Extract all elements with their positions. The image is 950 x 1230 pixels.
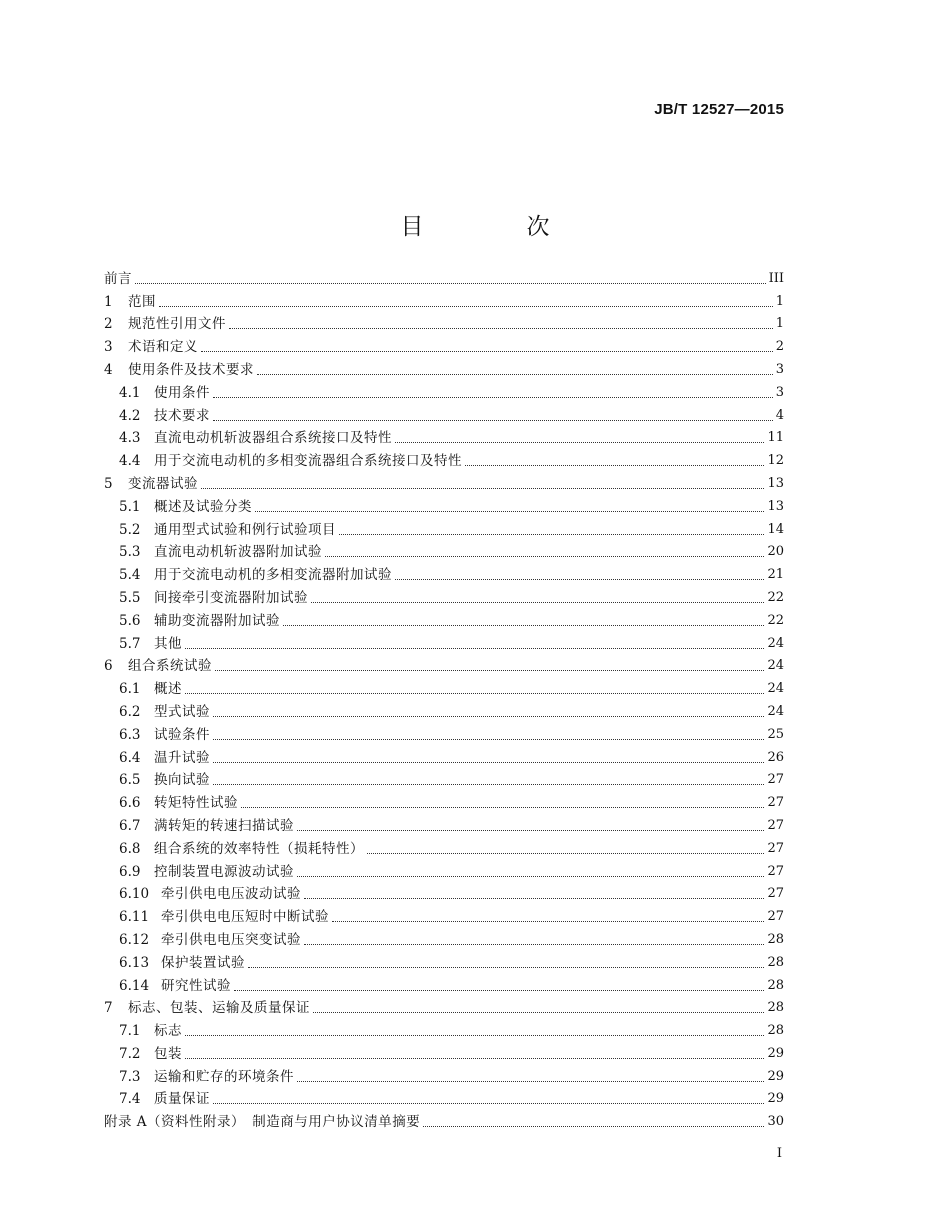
toc-entry-number: 6.9 <box>119 863 141 880</box>
page-number: I <box>776 1146 782 1161</box>
toc-entry[interactable] <box>104 720 784 743</box>
toc-entry[interactable] <box>104 310 784 333</box>
toc-entry-title: 直流电动机斩波器附加试验 <box>154 544 322 561</box>
toc-leader-dots <box>325 556 764 557</box>
toc-entry[interactable] <box>104 538 784 561</box>
toc-entry-page: 24 <box>767 703 784 719</box>
toc-entry[interactable] <box>104 971 784 994</box>
toc-entry-number: 6.13 <box>119 954 150 971</box>
toc-entry-page: III <box>768 270 784 286</box>
toc-entry-page: 28 <box>767 977 784 993</box>
toc-entry-title: 换向试验 <box>154 772 210 789</box>
toc-entry-number: 6.5 <box>119 772 141 789</box>
toc-leader-dots <box>395 442 764 443</box>
toc-entry-number: 1 <box>104 293 113 310</box>
toc-entry-page: 1 <box>775 316 784 332</box>
toc-entry-page: 3 <box>775 361 784 377</box>
toc-leader-dots <box>185 648 764 649</box>
toc-leader-dots <box>339 534 764 535</box>
toc-entry-title: 用于交流电动机的多相变流器附加试验 <box>154 567 392 584</box>
toc-entry-title: 转矩特性试验 <box>154 795 238 812</box>
toc-entry[interactable] <box>104 355 784 378</box>
toc-entry[interactable] <box>104 469 784 492</box>
toc-leader-dots <box>201 488 764 489</box>
toc-leader-dots <box>159 306 773 307</box>
toc-leader-dots <box>229 328 773 329</box>
toc-entry-number: 4.2 <box>119 407 141 424</box>
toc-entry-page: 28 <box>767 954 784 970</box>
toc-entry-number: 3 <box>104 339 113 356</box>
toc-entry[interactable] <box>104 834 784 857</box>
toc-leader-dots <box>213 420 773 421</box>
toc-entry-title: 用于交流电动机的多相变流器组合系统接口及特性 <box>154 453 462 470</box>
toc-entry[interactable] <box>104 880 784 903</box>
toc-entry-page: 27 <box>767 909 784 925</box>
toc-entry-page: 29 <box>767 1068 784 1084</box>
toc-entry[interactable] <box>104 378 784 401</box>
toc-entry[interactable] <box>104 401 784 424</box>
toc-entry-title: 保护装置试验 <box>161 954 245 971</box>
toc-entry-page: 11 <box>767 430 784 446</box>
toc-entry-title: 辅助变流器附加试验 <box>154 612 280 629</box>
toc-entry[interactable] <box>104 1016 784 1039</box>
toc-leader-dots <box>313 1012 764 1013</box>
toc-entry-title: 牵引供电电压波动试验 <box>161 886 301 903</box>
toc-entry-page: 1 <box>775 293 784 309</box>
toc-entry[interactable] <box>104 560 784 583</box>
toc-entry-title: 组合系统试验 <box>128 658 212 675</box>
toc-leader-dots <box>213 716 764 717</box>
toc-leader-dots <box>465 465 764 466</box>
toc-entry[interactable] <box>104 332 784 355</box>
toc-entry-number: 5.7 <box>119 635 141 652</box>
toc-entry-page: 26 <box>767 749 784 765</box>
toc-entry-page: 24 <box>767 635 784 651</box>
toc-entry-number: 6.12 <box>119 931 150 948</box>
toc-entry-page: 22 <box>767 589 784 605</box>
toc-entry-page: 14 <box>767 521 784 537</box>
toc-entry-page: 27 <box>767 840 784 856</box>
toc-leader-dots <box>213 1103 764 1104</box>
toc-entry-title: 控制装置电源波动试验 <box>154 863 294 880</box>
toc-entry-number: 5.6 <box>119 612 141 629</box>
toc-entry-title: 组合系统的效率特性（损耗特性） <box>154 840 364 857</box>
toc-entry-title: 通用型式试验和例行试验项目 <box>154 521 336 538</box>
toc-entry-title: 标志 <box>154 1023 182 1040</box>
toc-entry-page: 25 <box>767 726 784 742</box>
toc-leader-dots <box>297 1081 764 1082</box>
toc-entry-number: 6.11 <box>119 909 150 926</box>
toc-entry[interactable] <box>104 264 784 287</box>
toc-entry-page: 27 <box>767 863 784 879</box>
toc-leader-dots <box>311 602 764 603</box>
toc-entry[interactable] <box>104 629 784 652</box>
toc-leader-dots <box>215 670 764 671</box>
toc-entry[interactable] <box>104 811 784 834</box>
toc-entry[interactable] <box>104 1062 784 1085</box>
toc-entry-title: 质量保证 <box>154 1091 210 1108</box>
toc-leader-dots <box>283 625 764 626</box>
toc-entry-title: 概述及试验分类 <box>154 498 252 515</box>
toc-entry-page: 24 <box>767 658 784 674</box>
toc-entry-number: 5.1 <box>119 498 141 515</box>
toc-entry-number: 4.1 <box>119 384 141 401</box>
table-of-contents <box>104 264 784 1130</box>
toc-entry-number: 6.4 <box>119 749 141 766</box>
toc-entry[interactable] <box>104 583 784 606</box>
toc-entry-title: 温升试验 <box>154 749 210 766</box>
toc-leader-dots <box>304 898 764 899</box>
toc-entry[interactable] <box>104 948 784 971</box>
toc-entry-title: 型式试验 <box>154 703 210 720</box>
toc-entry-number: 5.3 <box>119 544 141 561</box>
toc-entry[interactable] <box>104 857 784 880</box>
toc-entry-page: 21 <box>767 567 784 583</box>
toc-entry-title: 范围 <box>128 293 156 310</box>
toc-entry-page: 29 <box>767 1091 784 1107</box>
toc-entry-number: 7.4 <box>119 1091 141 1108</box>
toc-entry-title: 前言 <box>104 270 132 287</box>
toc-leader-dots <box>423 1126 764 1127</box>
toc-entry-number: 5 <box>104 475 113 492</box>
toc-entry-page: 27 <box>767 817 784 833</box>
toc-entry-number: 7.2 <box>119 1045 141 1062</box>
toc-entry-title: 牵引供电电压短时中断试验 <box>161 909 329 926</box>
toc-entry-title: 牵引供电电压突变试验 <box>161 931 301 948</box>
toc-entry-title: 技术要求 <box>154 407 210 424</box>
toc-entry-page: 28 <box>767 1023 784 1039</box>
toc-leader-dots <box>213 739 764 740</box>
toc-leader-dots <box>234 990 764 991</box>
toc-leader-dots <box>297 830 764 831</box>
toc-entry-number: 6.3 <box>119 726 141 743</box>
toc-entry-number: 7.3 <box>119 1068 141 1085</box>
toc-entry-page: 13 <box>767 475 784 491</box>
toc-entry-page: 22 <box>767 612 784 628</box>
toc-entry-number: 5.2 <box>119 521 141 538</box>
toc-entry-title: 研究性试验 <box>161 977 231 994</box>
toc-entry[interactable] <box>104 994 784 1017</box>
toc-entry-page: 2 <box>775 339 784 355</box>
toc-entry[interactable] <box>104 606 784 629</box>
toc-entry[interactable] <box>104 674 784 697</box>
toc-entry[interactable] <box>104 743 784 766</box>
toc-entry-page: 27 <box>767 795 784 811</box>
toc-entry-title: 使用条件 <box>154 384 210 401</box>
toc-entry-number: 5.5 <box>119 589 141 606</box>
toc-entry-title: 直流电动机斩波器组合系统接口及特性 <box>154 430 392 447</box>
toc-entry-title: 标志、包装、运输及质量保证 <box>128 1000 310 1017</box>
toc-leader-dots <box>395 579 764 580</box>
page-title: 目 次 <box>400 214 590 241</box>
toc-entry-title: 概述 <box>154 681 182 698</box>
toc-entry[interactable] <box>104 902 784 925</box>
toc-entry-page: 12 <box>767 453 784 469</box>
toc-entry-number: 6 <box>104 658 113 675</box>
toc-entry[interactable] <box>104 925 784 948</box>
toc-entry-number: 6.10 <box>119 886 150 903</box>
toc-entry[interactable] <box>104 652 784 675</box>
toc-leader-dots <box>135 283 766 284</box>
toc-entry-number: 4.3 <box>119 430 141 447</box>
toc-entry-page: 28 <box>767 931 784 947</box>
toc-leader-dots <box>255 511 764 512</box>
toc-entry[interactable] <box>104 424 784 447</box>
toc-entry-number: 6.6 <box>119 795 141 812</box>
toc-leader-dots <box>213 397 773 398</box>
toc-entry-page: 27 <box>767 886 784 902</box>
toc-entry-page: 24 <box>767 681 784 697</box>
toc-leader-dots <box>248 967 764 968</box>
toc-entry-page: 29 <box>767 1045 784 1061</box>
toc-entry-number: 6.7 <box>119 817 141 834</box>
toc-leader-dots <box>185 1058 764 1059</box>
toc-entry-page: 20 <box>767 544 784 560</box>
toc-leader-dots <box>185 693 764 694</box>
toc-entry-title: 其他 <box>154 635 182 652</box>
toc-entry-page: 4 <box>775 407 784 423</box>
toc-leader-dots <box>257 374 773 375</box>
toc-leader-dots <box>185 1035 764 1036</box>
toc-entry-number: 7.1 <box>119 1023 141 1040</box>
toc-entry-number: 5.4 <box>119 567 141 584</box>
toc-entry-page: 3 <box>775 384 784 400</box>
toc-leader-dots <box>241 807 764 808</box>
toc-entry-title: 运输和贮存的环境条件 <box>154 1068 294 1085</box>
toc-entry-title: 变流器试验 <box>128 475 198 492</box>
toc-entry-page: 30 <box>767 1114 784 1130</box>
toc-entry[interactable] <box>104 1107 784 1130</box>
toc-entry-title: 使用条件及技术要求 <box>128 361 254 378</box>
toc-leader-dots <box>332 921 764 922</box>
toc-entry[interactable] <box>104 788 784 811</box>
toc-entry-number: 4 <box>104 361 113 378</box>
toc-entry-title: 间接牵引变流器附加试验 <box>154 589 308 606</box>
toc-entry-title: 规范性引用文件 <box>128 316 226 333</box>
toc-leader-dots <box>367 853 764 854</box>
toc-entry-number: 4.4 <box>119 453 141 470</box>
toc-entry[interactable] <box>104 1085 784 1108</box>
toc-leader-dots <box>201 351 773 352</box>
toc-entry-number: 6.14 <box>119 977 150 994</box>
toc-entry-number: 6.8 <box>119 840 141 857</box>
toc-entry-number: 2 <box>104 316 113 333</box>
toc-entry-number: 7 <box>104 1000 113 1017</box>
toc-entry-title: 术语和定义 <box>128 339 198 356</box>
standard-code: JB/T 12527—2015 <box>654 101 784 118</box>
toc-entry-title: 包装 <box>154 1045 182 1062</box>
toc-entry[interactable] <box>104 515 784 538</box>
toc-entry[interactable] <box>104 766 784 789</box>
toc-leader-dots <box>213 762 764 763</box>
toc-entry[interactable] <box>104 697 784 720</box>
toc-leader-dots <box>297 876 764 877</box>
toc-entry[interactable] <box>104 446 784 469</box>
toc-entry-number: 6.2 <box>119 703 141 720</box>
toc-entry-title: 满转矩的转速扫描试验 <box>154 817 294 834</box>
toc-entry-number: 6.1 <box>119 681 141 698</box>
toc-leader-dots <box>213 784 764 785</box>
toc-entry-page: 27 <box>767 772 784 788</box>
toc-entry[interactable] <box>104 1039 784 1062</box>
toc-leader-dots <box>304 944 764 945</box>
toc-entry-title: 附录 A（资料性附录） 制造商与用户协议清单摘要 <box>104 1114 421 1131</box>
toc-entry-page: 28 <box>767 1000 784 1016</box>
toc-entry[interactable] <box>104 287 784 310</box>
toc-entry-page: 13 <box>767 498 784 514</box>
toc-entry[interactable] <box>104 492 784 515</box>
toc-entry-title: 试验条件 <box>154 726 210 743</box>
